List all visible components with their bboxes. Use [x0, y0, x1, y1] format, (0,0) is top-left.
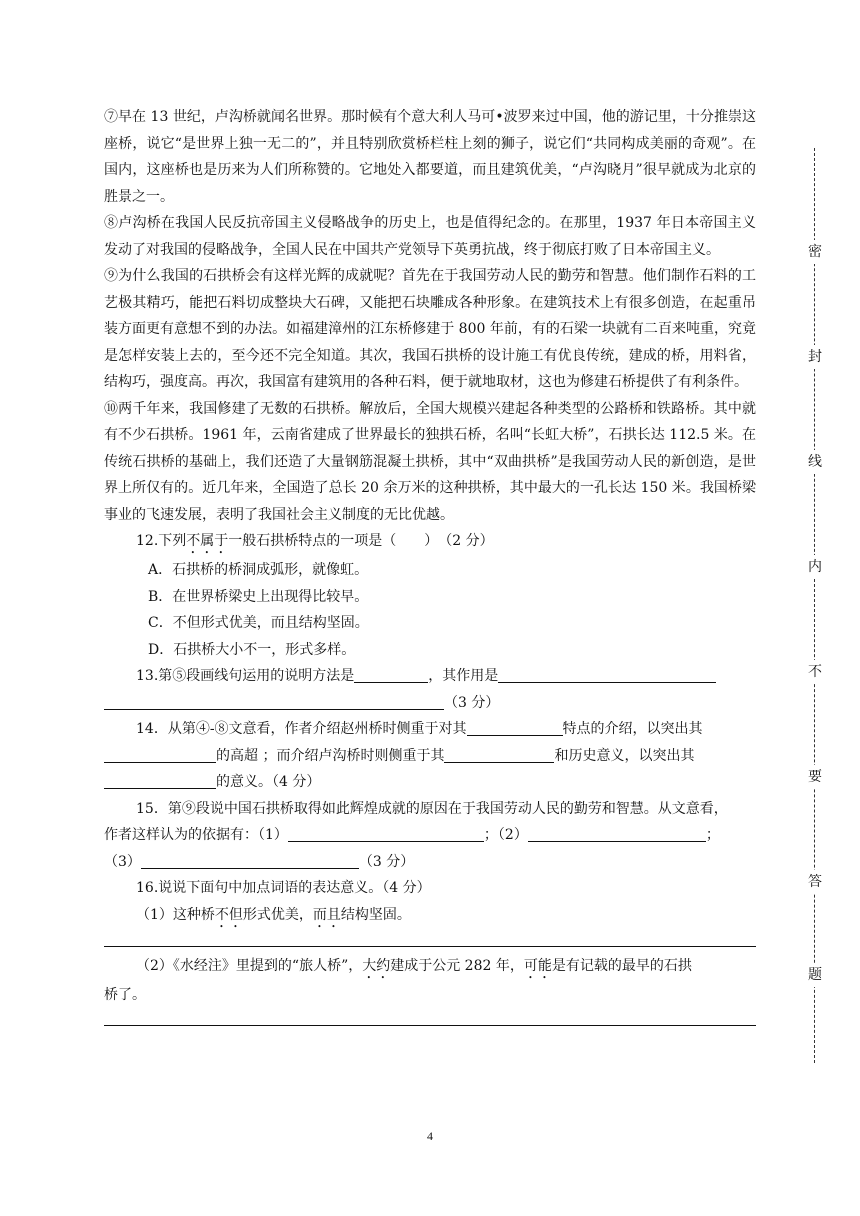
- q14-blank-2[interactable]: [104, 746, 216, 763]
- q13-blank-effect-1[interactable]: [498, 666, 716, 683]
- q14-blank-1[interactable]: [467, 719, 563, 736]
- q15-text-2b: ；（2）: [483, 827, 528, 843]
- paragraph-9: ⑨为什么我国的石拱桥会有这样光辉的成就呢？首先在于我国劳动人民的勤劳和智慧。他们制作石料的工艺极其精巧，能把石料切成整块大石碑，又能把石块雕成各种形象。在建筑技术上有很多创造，在起重吊装方面更有意想不到的办法。如福建漳州的江东桥修建于 800 年前，有的石梁一块就有二百来吨重，究竟是怎样安装上去的，至今还不完全知道。其次，我国石拱桥的设计施工有优良传统，建成的桥，用料省，结构巧，强度高。再次，我国富有建筑用的各种石料，便于就地取材，这也为修建石桥提供了有利条件。: [104, 268, 756, 390]
- question-13-line-2: [104, 690, 756, 717]
- question-14: [104, 716, 756, 743]
- seal-line-margin: [803, 148, 827, 1063]
- seal-char: 封: [803, 345, 827, 369]
- question-14-line-3: [104, 769, 756, 796]
- q15-blank-3[interactable]: [141, 852, 359, 869]
- q15-blank-2[interactable]: [528, 825, 706, 842]
- q16-s1-text-b: 形式优美，: [242, 906, 313, 923]
- q16-s2-emphasis-2: 可能: [523, 957, 552, 974]
- q14-text-2: 特点的介绍，以突出其: [562, 721, 703, 737]
- q15-blank-1[interactable]: [288, 825, 484, 842]
- q16-s1-text-c: 结构坚固。: [340, 906, 411, 923]
- q15-text-2a: 作者这样认为的依据有：（1）: [104, 827, 288, 843]
- seal-char: 题: [803, 963, 827, 987]
- paragraph-10: ⑩两千年来，我国修建了无数的石拱桥。解放后，全国大规模兴建起各种类型的公路桥和铁路桥。其中就有不少石拱桥。1961 年，云南省建成了世界最长的独拱石桥，名叫“长虹大桥”，石拱长达 112.5 米。在传统石拱桥的基础上，我们还造了大量钢筋混凝土拱桥，其中“双曲拱桥”是我国劳动人民的新创造，是世界上所仅有的。近几年来，全国造了总长 20 余万米的这种拱桥，其中最大的一孔长达 150 米。我国桥梁事业的飞速发展，表明了我国社会主义制度的无比优越。: [104, 400, 756, 523]
- q12-stem-post: 一般石拱桥特点的一项是（ ） （2 分）: [228, 533, 494, 549]
- seal-char: 密: [803, 240, 827, 264]
- question-13: [104, 663, 756, 690]
- page-body: [104, 104, 756, 1026]
- q13-blank-method[interactable]: [354, 666, 428, 683]
- q16-s1-emphasis-1: 不但: [214, 906, 243, 923]
- question-15-line-3: [104, 849, 756, 876]
- q16-s1-text-a: （1）这种桥: [136, 906, 215, 923]
- page-number: 4: [427, 1129, 433, 1143]
- question-15-line-2: [104, 822, 756, 849]
- q16-sentence-2-line-2: [104, 982, 756, 1009]
- q15-text-1: 15．第⑨段说中国石拱桥取得如此辉煌成就的原因在于我国劳动人民的勤劳和智慧。从文意看，: [136, 800, 728, 817]
- q14-blank-3[interactable]: [444, 746, 554, 763]
- q15-text-2c: ；: [705, 827, 720, 843]
- q16-sentence-2: [104, 953, 756, 982]
- q13-text-2: ，其作用是: [428, 668, 499, 684]
- q15-text-3a: （3）: [104, 853, 141, 870]
- q12-option-c[interactable]: C．不但形式优美，而且结构坚固。: [148, 615, 369, 631]
- seal-char: 线: [803, 450, 827, 474]
- question-16: [104, 875, 756, 902]
- q14-text-1: 14．从第④-⑧文意看，作者介绍赵州桥时侧重于对其: [136, 721, 467, 737]
- q14-text-4: 和历史意义，以突出其: [554, 747, 695, 764]
- q15-score: （3 分）: [358, 853, 415, 870]
- q14-text-5: 的意义。（4 分）: [216, 774, 321, 790]
- q16-s2-emphasis-1: 大约: [362, 957, 391, 974]
- question-15: [104, 796, 756, 823]
- seal-dashed-line: [814, 148, 815, 1063]
- question-12: [104, 528, 756, 557]
- q16-answer-line-2[interactable]: [104, 1024, 756, 1026]
- q13-blank-effect-2[interactable]: [104, 693, 444, 710]
- q12-stem-pre: 12.下列: [136, 533, 187, 549]
- q12-stem-emphasis: 不属于: [186, 533, 229, 549]
- q14-text-3: 的高超 ；而介绍卢沟桥时则侧重于其: [216, 747, 445, 764]
- q12-option-b[interactable]: B．在世界桥梁史上出现得比较早。: [148, 588, 369, 605]
- q16-s2-text-b: 建成于公元 282 年，: [390, 957, 524, 974]
- q16-s1-emphasis-2: 而且: [312, 906, 341, 923]
- q16-s2-text-c: 是有记载的最早的石拱: [551, 957, 692, 974]
- q16-stem: 16.说说下面句中加点词语的表达意义。（4 分）: [136, 880, 431, 896]
- seal-char: 不: [803, 660, 827, 684]
- q16-s2-text-a: （2）《水经注》里提到的“旅人桥”，: [136, 957, 363, 974]
- q12-option-a[interactable]: A．石拱桥的桥洞成弧形，就像虹。: [148, 562, 369, 578]
- seal-char: 内: [803, 555, 827, 579]
- q14-blank-4[interactable]: [104, 772, 216, 789]
- q16-s2-text-d: 桥了。: [104, 986, 146, 1003]
- paragraph-8: ⑧卢沟桥在我国人民反抗帝国主义侵略战争的历史上，也是值得纪念的。在那里，1937 年日本帝国主义发动了对我国的侵略战争，全国人民在中国共产党领导下英勇抗战，终于彻底打败了日本帝国主义。: [104, 215, 756, 258]
- q13-text-1: 13.第⑤段画线句运用的说明方法是: [136, 668, 355, 684]
- q12-option-d[interactable]: D．石拱桥大小不一，形式多样。: [148, 641, 356, 658]
- q13-score: （3 分）: [444, 694, 500, 711]
- question-14-line-2: [104, 743, 756, 770]
- q16-sentence-1: [104, 902, 756, 931]
- seal-char: 要: [803, 765, 827, 789]
- seal-char: 答: [803, 870, 827, 894]
- paragraph-7: ⑦早在 13 世纪，卢沟桥就闻名世界。那时候有个意大利人马可•波罗来过中国，他的游记里，十分推崇这座桥，说它“是世界上独一无二的”，并且特别欣赏桥栏柱上刻的狮子，说它们“共同构成美丽的奇观”。在国内，这座桥也是历来为人们所称赞的。它地处入都要道，而且建筑优美，“卢沟晓月”很早就成为北京的胜景之一。: [104, 109, 756, 205]
